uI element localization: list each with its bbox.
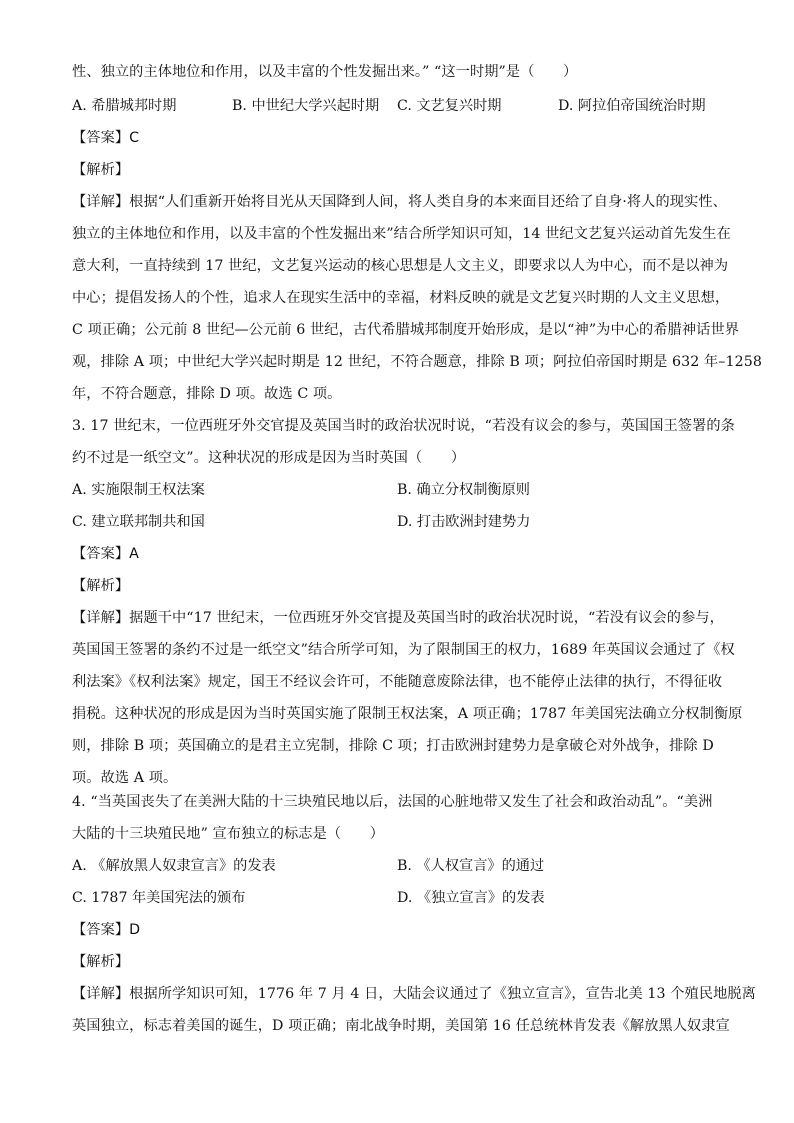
q2-answer: 【答案】C — [72, 130, 140, 146]
q3-option-c: C. 建立联邦制共和国 — [72, 514, 205, 530]
q3-detail-line: 英国国王签署的条约不过是一纸空文”结合所学可知，为了限制国王的权力，1689 年英国议会通过了《权 — [72, 642, 735, 658]
q4-option-c: C. 1787 年美国宪法的颁布 — [72, 890, 246, 906]
q4-option-a: A. 《解放黑人奴隶宣言》的发表 — [72, 858, 276, 874]
q3-detail-line: 【详解】据题干中“17 世纪末，一位西班牙外交官提及英国当时的政治状况时说，“若没有议会的参与， — [72, 610, 724, 626]
q4-stem-line: 4. “当英国丧失了在美洲大陆的十三块殖民地以后，法国的心脏地带又发生了社会和政治动乱”。“美洲 — [72, 794, 713, 810]
q3-option-b: B. 确立分权制衡原则 — [397, 482, 530, 498]
q2-stem-tail: 性、独立的主体地位和作用，以及丰富的个性发掘出来。” “这一时期”是（ ） — [72, 64, 578, 80]
q4-detail-line: 英国独立，标志着美国的诞生，D 项正确；南北战争时期，美国第 16 任总统林肯发表《解放黑人奴隶宣 — [72, 1018, 730, 1034]
q4-detail-line: 【详解】根据所学知识可知，1776 年 7 月 4 日，大陆会议通过了《独立宣言》，宣告北美 13 个殖民地脱离 — [72, 986, 756, 1002]
q2-option-c: C. 文艺复兴时期 — [397, 98, 502, 114]
q2-detail-line: 独立的主体地位和作用，以及丰富的个性发掘出来”结合所学知识可知，14 世纪文艺复兴运动首先发生在 — [72, 226, 731, 242]
q4-option-d: D. 《独立宣言》的发表 — [397, 890, 545, 906]
q3-analysis-label: 【解析】 — [72, 578, 130, 594]
q2-option-a: A. 希腊城邦时期 — [72, 98, 177, 114]
q3-detail-line: 捐税。这种状况的形成是因为当时英国实施了限制王权法案，A 项正确；1787 年美国宪法确立分权制衡原 — [72, 706, 743, 722]
q2-option-b: B. 中世纪大学兴起时期 — [232, 98, 380, 114]
q4-stem-line: 大陆的十三块殖民地” 宣布独立的标志是（ ） — [72, 826, 385, 842]
q3-stem-line: 约不过是一纸空文”。这种状况的形成是因为当时英国（ ） — [72, 450, 466, 466]
q3-detail-line: 则，排除 B 项；英国确立的是君主立宪制，排除 C 项；打击欧洲封建势力是拿破仑对外战争，排除 D — [72, 738, 714, 754]
q3-answer: 【答案】A — [72, 546, 139, 562]
q3-detail-line: 利法案》《权利法案》规定，国王不经议会许可，不能随意废除法律，也不能停止法律的执行，不得征收 — [72, 674, 723, 690]
q4-answer: 【答案】D — [72, 922, 141, 938]
q2-detail-line: 年，不符合题意，排除 D 项。故选 C 项。 — [72, 386, 342, 402]
q2-analysis-label: 【解析】 — [72, 162, 130, 178]
q2-detail-line: 意大利，一直持续到 17 世纪，文艺复兴运动的核心思想是人文主义，即要求以人为中心，而不是以神为 — [72, 258, 729, 274]
q2-detail-line: 观，排除 A 项；中世纪大学兴起时期是 12 世纪，不符合题意，排除 B 项；阿拉伯帝国时期是 632 年–1258 — [72, 354, 763, 370]
q3-option-d: D. 打击欧洲封建势力 — [397, 514, 531, 530]
q4-analysis-label: 【解析】 — [72, 954, 130, 970]
q3-option-a: A. 实施限制王权法案 — [72, 482, 205, 498]
q2-detail-line: 【详解】根据“人们重新开始将目光从天国降到人间，将人类自身的本来面目还给了自身·将人的现实性、 — [72, 194, 727, 210]
q4-option-b: B. 《人权宣言》的通过 — [397, 858, 545, 874]
q2-detail-line: 中心；提倡发扬人的个性，追求人在现实生活中的幸福，材料反映的就是文艺复兴时期的人文主义思想， — [72, 290, 730, 306]
q2-detail-line: C 项正确；公元前 8 世纪—公元前 6 世纪，古代希腊城邦制度开始形成，是以“神”为中心的希腊神话世界 — [72, 322, 740, 338]
q3-detail-line: 项。故选 A 项。 — [72, 770, 178, 786]
q3-stem-line: 3. 17 世纪末，一位西班牙外交官提及英国当时的政治状况时说，“若没有议会的参与，英国国王签署的条 — [72, 418, 735, 434]
q2-option-d: D. 阿拉伯帝国统治时期 — [558, 98, 706, 114]
